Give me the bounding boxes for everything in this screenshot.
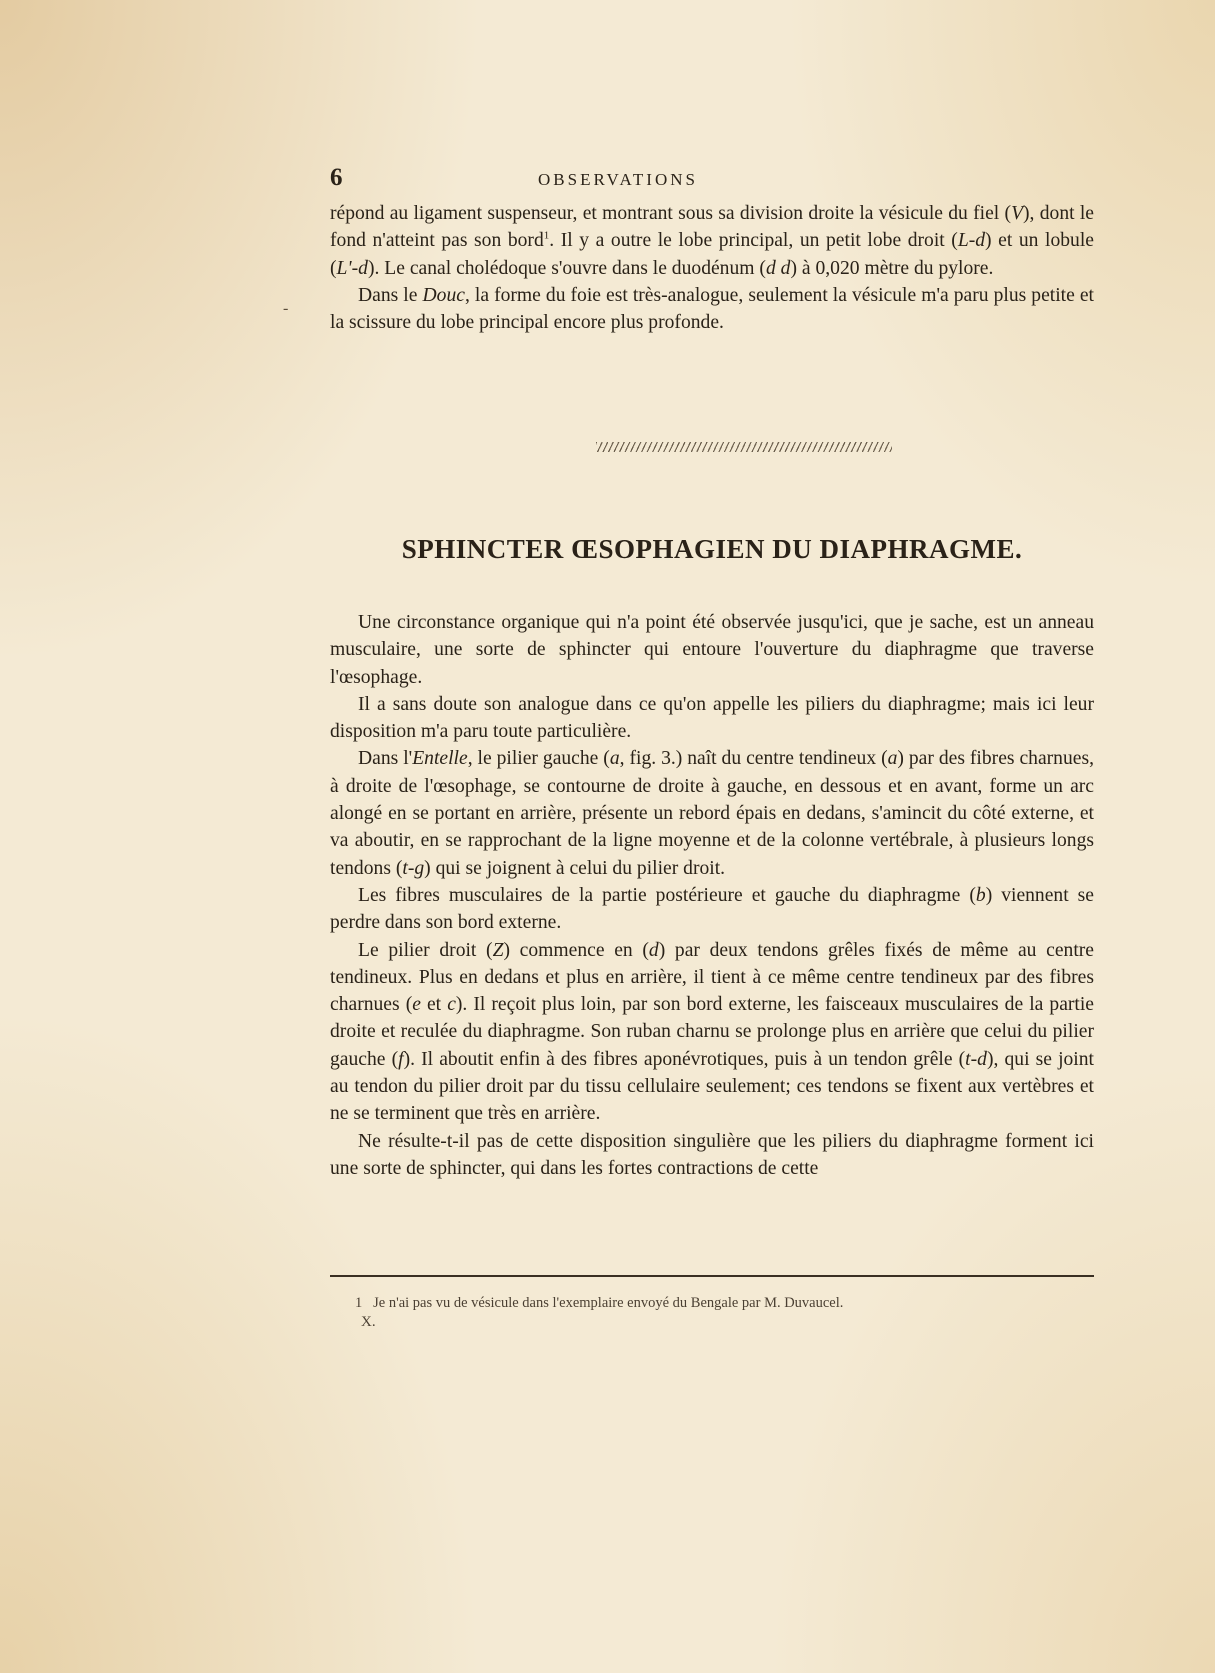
running-head: OBSERVATIONS	[538, 170, 698, 189]
italic-term: b	[975, 884, 986, 906]
paragraph	[330, 937, 1094, 1128]
text-run: Dans l'	[358, 748, 413, 770]
top-text-block	[330, 200, 1094, 336]
italic-term: e	[412, 994, 421, 1016]
text-run: ). Il aboutit enfin à des fibres aponévrotiques, puis à un tendon grêle (	[403, 1048, 966, 1070]
paragraph	[330, 282, 1094, 337]
footnote-ref: 1	[543, 229, 550, 242]
text-run: Une circonstance organique qui n'a point été observée jusqu'ici, que je sache, est un anneau musculaire, une sorte de sphincter qui entoure l'ouverture du diaphragme que traverse l'œsophage.	[330, 612, 1094, 688]
italic-term: d	[648, 939, 659, 961]
italic-term: V	[1011, 203, 1024, 224]
text-run: Il a sans doute son analogue dans ce qu'on appelle les piliers du diaphragme; mais ici leur disposition m'a paru toute particulière.	[330, 693, 1094, 743]
text-run: ) et un lobule (	[330, 230, 1094, 279]
italic-term: c	[447, 994, 456, 1016]
margin-mark: -	[283, 300, 289, 317]
italic-term: Douc	[422, 284, 465, 306]
text-run: ). Le canal cholédoque s'ouvre dans le duodénum (	[367, 257, 766, 279]
text-run: , la forme du foie est très-analogue, seulement la vésicule m'a paru plus petite et la scissure du lobe principal encore plus profonde.	[330, 284, 1094, 334]
text-run: Dans le	[358, 284, 423, 306]
text-run: Ne résulte-t-il pas de cette disposition singulière que les piliers du diaphragme forment ici une sorte de sphincter, qui dans les fortes contractions de cette	[330, 1130, 1094, 1179]
italic-term: a	[887, 748, 898, 770]
text-run: répond au ligament suspenseur, et montrant sous sa division droite la vésicule du fiel (	[330, 203, 1012, 224]
text-run: , le pilier gauche (	[467, 748, 610, 770]
footnote	[355, 1293, 1095, 1313]
text-run: ), dont le fond n'atteint pas son bord	[330, 203, 1095, 252]
footnote-text: Je n'ai pas vu de vésicule dans l'exemplaire envoyé du Bengale par M. Duvaucel.	[373, 1295, 844, 1311]
italic-term: L-d	[957, 230, 986, 252]
page-number: 6	[330, 164, 343, 191]
text-run: . Il y a outre le lobe principal, un petit lobe droit (	[549, 230, 958, 252]
text-run: ). Il reçoit plus loin, par son bord externe, les faisceaux musculaires de la partie droite et reculée du diaphragme. Son ruban charnu se prolonge plus en arrière que celui du pilier gauche (	[330, 994, 1094, 1070]
paragraph	[330, 882, 1094, 937]
italic-term: Z	[492, 939, 504, 961]
italic-term: a	[609, 748, 620, 770]
italic-term: t-d	[965, 1048, 987, 1070]
ornament-divider	[596, 442, 892, 452]
paragraph	[330, 200, 1094, 282]
signature-mark: X.	[361, 1314, 376, 1330]
text-run: Les fibres musculaires de la partie postérieure et gauche du diaphragme (	[358, 884, 976, 906]
italic-term: t-g	[402, 857, 425, 879]
italic-term: Entelle	[412, 748, 468, 770]
text-run: , fig. 3.) naît du centre tendineux (	[619, 748, 888, 770]
footnote-marker: 1	[355, 1295, 363, 1311]
text-run: ), qui se joint au tendon du pilier droit par du tissu cellulaire seulement; ces tendons se fixent aux vertèbres et ne se terminent que très en arrière.	[330, 1048, 1094, 1125]
text-run: et	[420, 994, 448, 1016]
paragraph	[330, 691, 1094, 746]
paragraph	[330, 1128, 1094, 1183]
text-run: ) viennent se perdre dans son bord externe.	[330, 884, 1094, 934]
italic-term: L'-d	[336, 257, 368, 279]
section-title: SPHINCTER ŒSOPHAGIEN DU DIAPHRAGME.	[401, 534, 1023, 564]
text-run: ) commence en (	[503, 939, 649, 961]
paragraph	[330, 609, 1094, 691]
italic-term: d d	[765, 257, 791, 279]
text-run: Le pilier droit (	[358, 939, 493, 961]
text-run: ) qui se joignent à celui du pilier droit.	[424, 857, 726, 879]
text-run: ) par des fibres charnues, à droite de l'œsophage, se contourne de droite à gauche, en dessous et en avant, forme un arc alongé en se portant en arrière, présente un rebord épais en dedans, s'amincit du côté externe, et va aboutir, en se rapprochant de la ligne moyenne et de la colonne vertébrale, à plusieurs longs tendons (	[330, 748, 1094, 879]
text-run: ) à 0,020 mètre du pylore.	[790, 257, 994, 279]
text-run: ) par deux tendons grêles fixés de même au centre tendineux. Plus en dedans et plus en arrière, il tient à ce même centre tendineux par des fibres charnues (	[330, 939, 1094, 1016]
paragraph	[330, 745, 1094, 881]
main-text-block	[330, 609, 1094, 1182]
italic-term: f	[398, 1048, 404, 1070]
page-header	[330, 164, 906, 194]
footnote-rule	[330, 1275, 1094, 1277]
